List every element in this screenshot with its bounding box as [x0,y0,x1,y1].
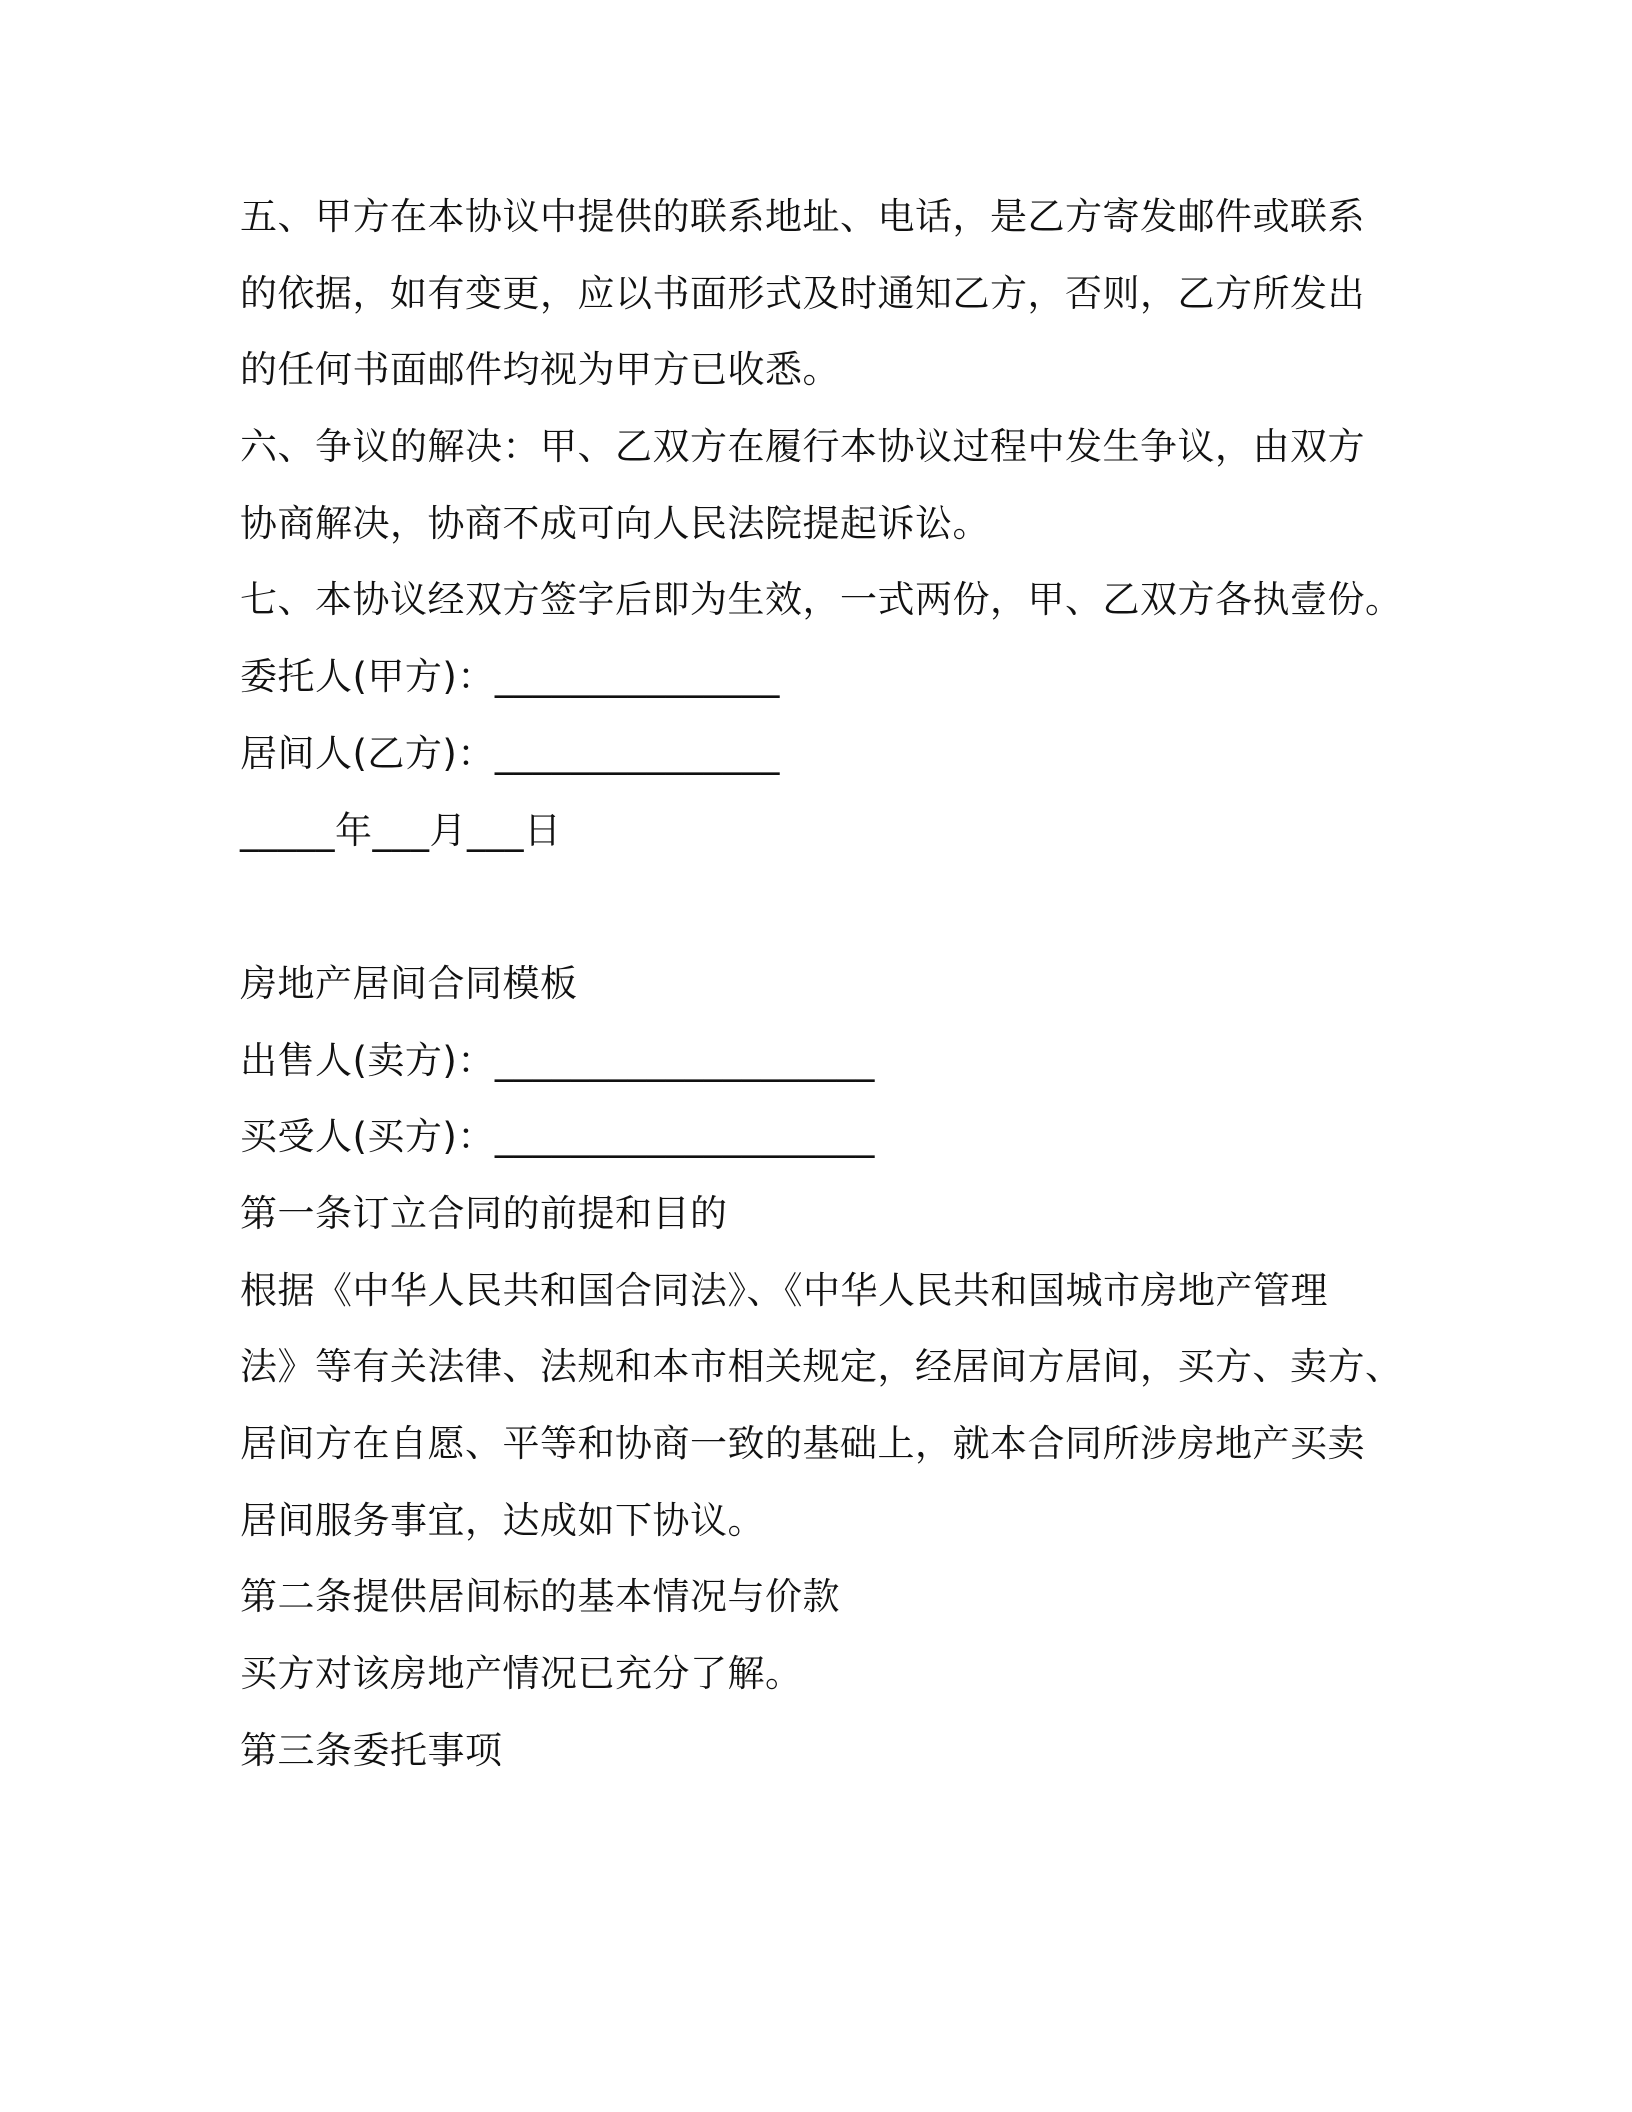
article-3-heading: 第三条委托事项 [240,1729,503,1772]
seller-field: 出售人(卖方)：____________________ [240,1039,875,1082]
clause-6-line-2: 协商解决，协商不成可向人民法院提起诉讼。 [240,502,990,545]
broker-party-b-signature: 居间人(乙方)：_______________ [240,732,780,775]
clause-5-line-2: 的依据，如有变更，应以书面形式及时通知乙方，否则，乙方所发出 [240,272,1365,315]
template-title: 房地产居间合同模板 [240,962,578,1005]
article-1-line-3: 居间方在自愿、平等和协商一致的基础上，就本合同所涉房地产买卖 [240,1422,1365,1465]
client-party-a-signature: 委托人(甲方)：_______________ [240,655,780,698]
article-1-line-1: 根据《中华人民共和国合同法》、《中华人民共和国城市房地产管理 [240,1269,1328,1312]
article-1-heading: 第一条订立合同的前提和目的 [240,1192,728,1235]
article-1-line-2: 法》等有关法律、法规和本市相关规定，经居间方居间，买方、卖方、 [240,1345,1403,1388]
clause-6-line-1: 六、争议的解决：甲、乙双方在履行本协议过程中发生争议，由双方 [240,425,1365,468]
clause-7: 七、本协议经双方签字后即为生效，一式两份，甲、乙双方各执壹份。 [240,578,1403,621]
article-2-heading: 第二条提供居间标的基本情况与价款 [240,1575,840,1618]
buyer-field: 买受人(买方)：____________________ [240,1115,875,1158]
signature-date: _____年___月___日 [240,809,562,852]
article-1-line-4: 居间服务事宜，达成如下协议。 [240,1499,765,1542]
article-2-text: 买方对该房地产情况已充分了解。 [240,1652,803,1695]
clause-5-line-1: 五、甲方在本协议中提供的联系地址、电话，是乙方寄发邮件或联系 [240,195,1365,238]
clause-5-line-3: 的任何书面邮件均视为甲方已收悉。 [240,348,840,391]
